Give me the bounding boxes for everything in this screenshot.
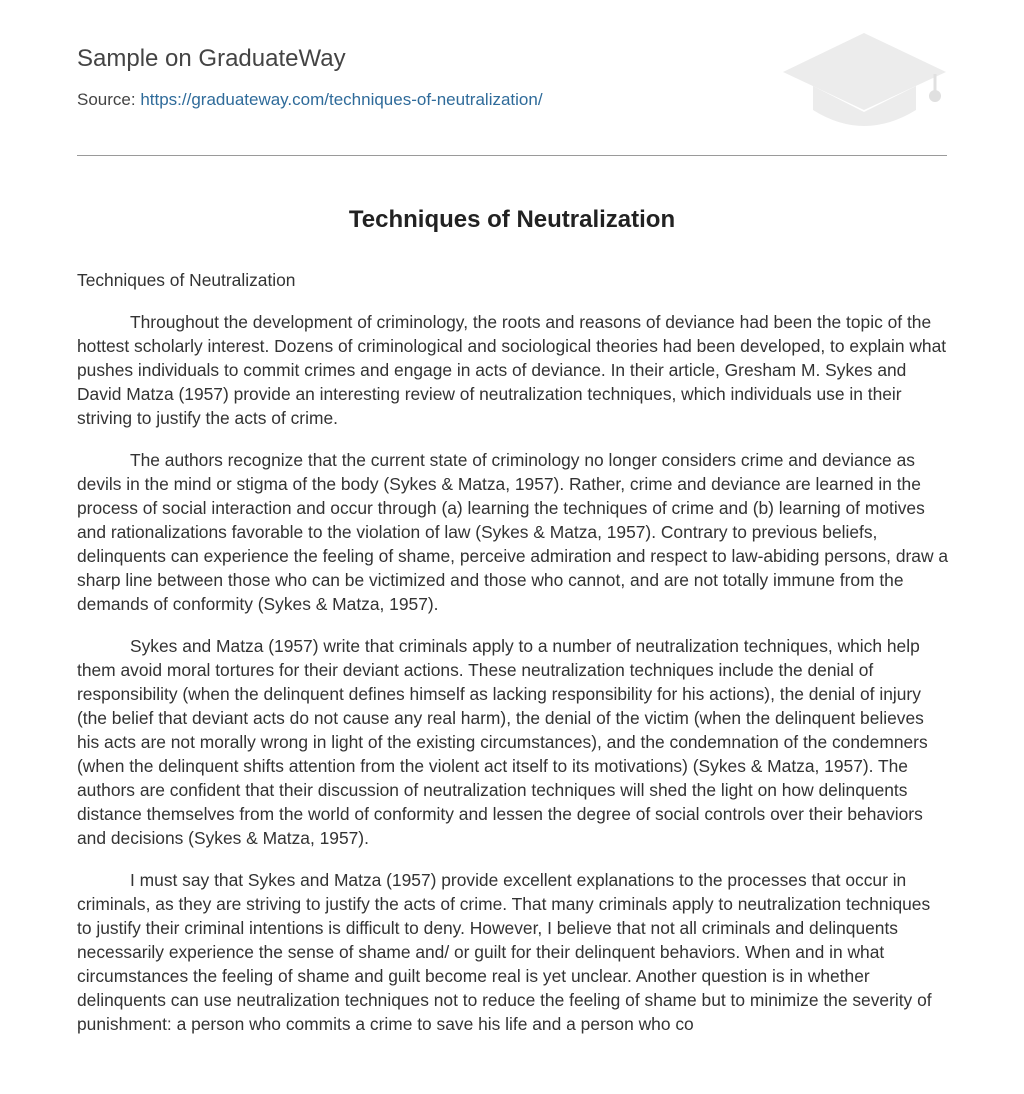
page-header [77, 0, 947, 156]
document-subtitle: Techniques of Neutralization [77, 270, 296, 290]
document-title: Techniques of Neutralization [348, 206, 676, 233]
source-line [77, 89, 543, 111]
graduation-cap-icon [780, 30, 948, 134]
source-link[interactable]: https://graduateway.com/techniques-of-neutralization/ [140, 90, 543, 109]
site-title: Sample on GraduateWay [77, 45, 346, 72]
paragraph-3: Sykes and Matza (1957) write that criminals apply to a number of neutralization techniques, which help them avoid moral tortures for their deviant actions. These neutralization techniques include the denial of responsibility (when the delinquent defines himself as lacking responsibility for his actions), the denial of injury (the belief that deviant acts do not cause any real harm), the denial of the victim (when the delinquent believes his acts are not morally wrong in light of the existing circumstances), and the condemnation of the condemners (when the delinquent shifts attention from the violent act itself to its motivations) (Sykes & Matza, 1957). The authors are confident that their discussion of neutralization techniques will shed the light on how delinquents distance themselves from the world of conformity and lessen the degree of social controls over their behaviors and decisions (Sykes & Matza, 1957). [77, 636, 928, 848]
paragraph-1: Throughout the development of criminology, the roots and reasons of deviance had been the topic of the hottest scholarly interest. Dozens of criminological and sociological theories had been developed, to explain what pushes individuals to commit crimes and engage in acts of deviance. In their article, Gresham M. Sykes and David Matza (1957) provide an interesting review of neutralization techniques, which individuals use in their striving to justify the acts of crime. [77, 312, 947, 428]
document-body [77, 268, 949, 1054]
paragraph-2: The authors recognize that the current state of criminology no longer considers crime and deviance as devils in the mind or stigma of the body (Sykes & Matza, 1957). Rather, crime and deviance are learned in the process of social interaction and occur through (a) learning the techniques of crime and (b) learning of motives and rationalizations favorable to the violation of law (Sykes & Matza, 1957). Contrary to previous beliefs, delinquents can experience the feeling of shame, perceive admiration and respect to law-abiding persons, draw a sharp line between those who can be victimized and those who cannot, and are not totally immune from the demands of conformity (Sykes & Matza, 1957). [77, 450, 949, 614]
paragraph-4: I must say that Sykes and Matza (1957) provide excellent explanations to the processes that occur in criminals, as they are striving to justify the acts of crime. That many criminals apply to neutralization techniques to justify their criminal intentions is difficult to deny. However, I believe that not all criminals and delinquents necessarily experience the sense of shame and/ or guilt for their delinquent behaviors. When and in what circumstances the feeling of shame and guilt become real is yet unclear. Another question is in whether delinquents can use neutralization techniques not to reduce the feeling of shame but to minimize the severity of punishment: a person who commits a crime to save his life and a person who co [77, 870, 932, 1034]
header-divider [77, 155, 947, 156]
source-label: Source: [77, 90, 141, 109]
